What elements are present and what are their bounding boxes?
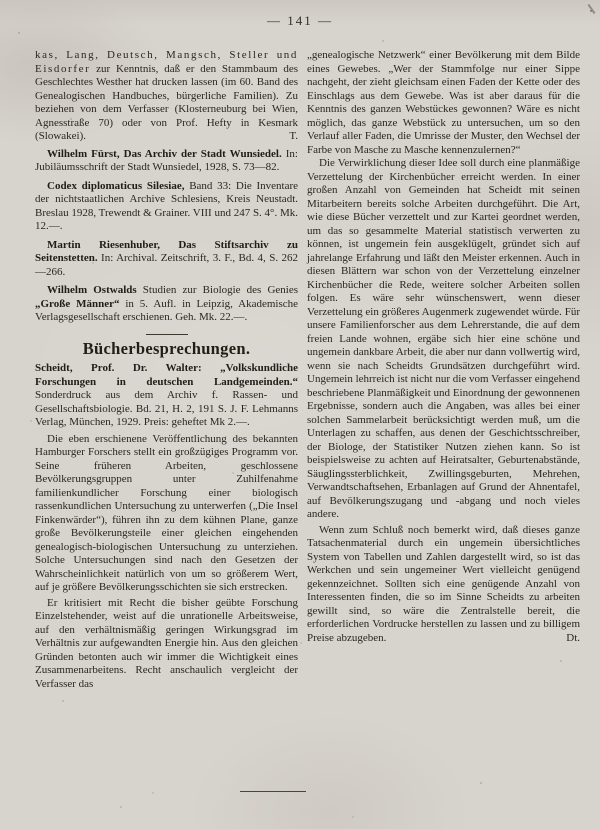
bib-entry-details: Band 33: Die Inventare der nichtstaatlichen Archive Schlesiens, Kreis Neustadt. Breslau 1928, Trewendt & Grainer. VIII und 247 S. 4°. Mk. 12.—. [35, 179, 299, 232]
review-paragraph: Die eben erschienene Veröffentlichung des bekannten Hamburger Forschers stellt ein großzügiges Programm vor. Seine früheren Arbeiten, geschlossene Bevölkerungsgruppen unter Zuhilfenahme familienkundlicher Forschung einer biologisch rassenkundlichen Untersuchung zu unterwerfen („Die Insel Finkenwärder“), führen ihn zu dem kühnen Plane, ganze große Bevölkerungsteile einer gleichen eingehenden genealogisch-biologischen Untersuchung zu unterziehen. Solche Untersuchungen sind nach den Gesetzen der Wahrscheinlichkeit natürlich von um so größerem Wert, auf je größere Bevölkerungsschichten sie sich erstrecken. [35, 432, 298, 593]
bibliography-entry [35, 180, 298, 234]
bib-entry-details: Studien zur Biologie des Genies [142, 284, 299, 296]
left-column [35, 49, 298, 693]
continuation-paragraph [35, 49, 298, 144]
review-citation-title: Scheidt, Prof. Dr. Walter: „Volkskundliche Forschungen in deutschen Landgemeinden.“ [35, 362, 298, 388]
review-paragraph: Er kritisiert mit Recht die bisher geübte Forschung Einzelstehender, weist auf die unrationelle Arbeitsweise, auf den verhältnismäßig geringen Wirkungsgrad im Verhältnis zur aufgewandten Energie hin. Aus den gleichen Gründen betonten auch wir immer die Wichtigkeit eines Zusammenarbeitens. Recht anschaulich vergleicht der Verfasser das [35, 596, 298, 690]
spaced-surnames: kas, Lang, Deutsch, Mangsch, Steller und Eisdorfer [35, 49, 298, 75]
bib-entry-details: In: Archival. Zeitschrift, 3. F., Bd. 4, S. 262—266. [35, 252, 298, 278]
right-column [307, 49, 580, 693]
scan-speckles [0, 0, 2, 2]
review-citation-details: Sonderdruck aus dem Archiv f. Rassen- und Gesellschaftsbiologie. Bd. 21, H. 2, 191 S. J. F. Lehmanns Verlag, München, 1929. Preis: geheftet Mk 2.—. [35, 389, 298, 428]
reviewer-initial: Dt. [566, 631, 580, 644]
section-heading: Bücherbesprechungen. [82, 338, 251, 358]
bib-entry-author: Wilhelm Ostwalds [47, 284, 137, 296]
bib-entry-details: in 5. Aufl. in Leipzig, Akademische Verlagsgesellschaft erschienen. Geh. Mk. 22.—. [35, 297, 299, 323]
bib-entry-title: Martin Riesenhuber, Das Stiftsarchiv zu Seitenstetten. [35, 238, 298, 264]
closing-paragraph-text: Wenn zum Schluß noch bemerkt wird, daß dieses ganze Tatsachenmaterial durch ein ungemein übersichtliches System von Tabellen und Zahlen dargestellt wird, so ist das Werkchen und sein ungemeiner Wert vielleicht genügend gekennzeichnet. Sollten sich eine genügende Anzahl von Interessenten finden, die so im Sinne Scheidts zu arbeiten gewillt sind, so wäre die Zentralstelle bereit, die erforderlichen Vordrucke herstellen zu lassen und zu billigem Preise abzugeben. [307, 523, 580, 644]
continuation-text: zur Kenntnis, daß er den Stammbaum des Geschlechtes Westher hat drucken lassen (im 60. Band des Genealogischen Handbuches, bürgerliche Familien). Zu beziehen von dem Verfasser (Klosterneuburg bei Wien, Agnesstraße 70) oder von Prof. Hefty in Kesmark (Slowakei). [35, 62, 298, 142]
end-of-section-divider [240, 791, 306, 792]
continuation-paragraph: „genealogische Netzwerk“ einer Bevölkerung mit dem Bilde eines Gewebes. „Wer der Stammfolge nur einer Sippe nachgeht, der zieht gleichsam einen Faden der Kette oder des Einschlags aus dem Gewebe. Was ist aber daraus für die Kenntnis des ganzen Webstückes gewonnen? Wäre es nicht möglich, das ganze Webstück zu untersuchen, um so den Verlauf aller Faden, die Umrisse der Muster, den Wechsel der Farbe von Masche zu Masche kennenzulernen?“ [307, 49, 580, 156]
review-paragraph [307, 524, 580, 646]
section-divider [146, 334, 188, 335]
two-column-text-block [35, 49, 580, 693]
review-paragraph: Die Verwirklichung dieser Idee soll durch eine planmäßige Verzettelung der Kirchenbücher erreicht werden. In einer großen Anzahl von Gemeinden hat Scheidt mit seinen Mitarbeitern bereits solche Arbeiten durchgeführt. Die Art, wie diese Bücher verzettelt und zur Kartei geordnet werden, um das so gesammelte Material statistisch verwerten zu können, ist ungemein fein ausgeklügelt, gründet sich auf jahrelange Erfahrung und läßt den Meister erkennen. Auch in diesen Blättern war schon von der Verzettelung einzelner Kirchenbücher die Rede, weitere solcher Arbeiten sollen folgen. Es wäre sehr wünschenswert, wenn dieser Verzettelung ein größeres Augenmerk zugewendet würde. Für unsere Familienforscher aus dem Lehrerstande, die auf dem freien Lande wohnen, ergäbe sich hier eine schöne und ungemein dankbare Arbeit, die aber nur dann vollwertig wird, wenn sie nach Scheidts Grundsätzen durchgeführt wird. Ungemein lehrreich ist nicht nur die vom Verfasser eingehend beschriebene Planmäßigkeit und Einordnung der gewonnenen Ergebnisse, sondern auch die Angaben, was alles bei einer solchen Sammelarbeit berücksichtigt werden muß, um die Unterlagen zu schaffen, aus denen der Geschichtsschreiber, der Biologe, der Statistiker Nutzen ziehen kann. So ist beispielsweise zu achten auf Heiratsalter, Geburtenabstände, Säuglingssterblichkeit, Zwillingsgeburten, Mehrehen, Verwandtschaftsehen, Erbanlagen auf Grund der Ahnentafel, auf Bevölkerungszugang und -abgang und noch vieles andere. [307, 157, 580, 520]
page-number: — 141 — [267, 13, 333, 28]
bibliography-entry [35, 284, 298, 325]
reviewer-initial: T. [289, 130, 298, 142]
review-citation [35, 362, 298, 430]
bib-entry-work-title: „Große Männer“ [35, 297, 120, 310]
bib-entry-details: In: Jubiläumsschrift der Stadt Wunsiedel, 1928, S. 73—82. [35, 147, 298, 173]
bibliography-entry [35, 239, 298, 280]
bib-entry-title: Wilhelm Fürst, Das Archiv der Stadt Wunsiedel. [47, 147, 282, 160]
bib-entry-title: Codex diplomaticus Silesiae, [47, 179, 185, 192]
bibliography-entry [35, 148, 298, 175]
